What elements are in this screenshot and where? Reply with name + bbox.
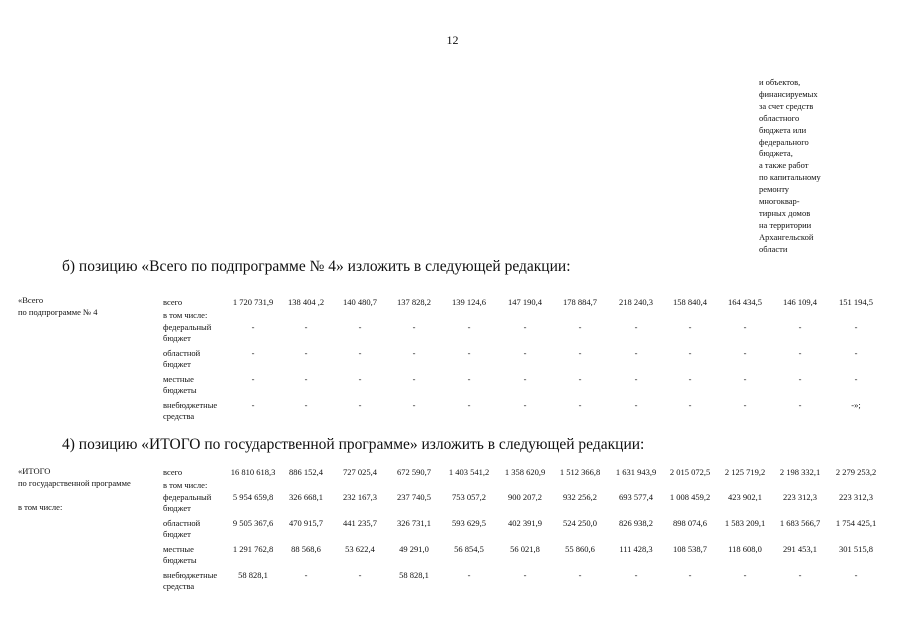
table-cell: - bbox=[304, 570, 308, 580]
table-cell: - bbox=[854, 374, 858, 384]
row-label: областной бюджет bbox=[163, 518, 201, 539]
note-line: ремонту bbox=[759, 184, 790, 195]
note-line: Архангельской bbox=[759, 231, 814, 242]
note-line: областного bbox=[759, 112, 800, 123]
table-cell: - bbox=[798, 400, 802, 410]
table-cell: 326 668,1 bbox=[289, 492, 323, 502]
table-cell: - bbox=[743, 570, 747, 580]
right-column-note bbox=[759, 77, 869, 256]
table-cell: - bbox=[854, 348, 858, 358]
table-cell: 886 152,4 bbox=[289, 467, 323, 477]
row-label: в том числе: bbox=[163, 310, 208, 320]
table-cell: 1 512 366,8 bbox=[559, 467, 601, 477]
table-cell: - bbox=[412, 322, 416, 332]
table-cell: - bbox=[688, 570, 692, 580]
table-cell: 139 124,6 bbox=[452, 297, 486, 307]
table-cell: - bbox=[688, 400, 692, 410]
table-cell: 753 057,2 bbox=[452, 492, 486, 502]
table-cell: - bbox=[467, 400, 471, 410]
table-cell: 223 312,3 bbox=[783, 492, 817, 502]
table-cell: - bbox=[578, 570, 582, 580]
table-cell: 9 505 367,6 bbox=[232, 518, 274, 528]
table-cell: - bbox=[251, 374, 255, 384]
table-cell: 524 250,0 bbox=[563, 518, 597, 528]
table-cell: 146 109,4 bbox=[783, 297, 817, 307]
table-cell: 1 754 425,1 bbox=[835, 518, 877, 528]
table-cell: 693 577,4 bbox=[619, 492, 653, 502]
table-cell: - bbox=[688, 322, 692, 332]
table-cell: - bbox=[304, 400, 308, 410]
table-cell: 826 938,2 bbox=[619, 518, 653, 528]
table-cell: - bbox=[304, 374, 308, 384]
table-cell: 108 538,7 bbox=[673, 544, 707, 554]
table-cell: 111 428,3 bbox=[619, 544, 653, 554]
table-cell: 402 391,9 bbox=[508, 518, 542, 528]
row-label: федеральный бюджет bbox=[163, 322, 212, 343]
page-number: 12 bbox=[446, 33, 459, 47]
table-cell: - bbox=[798, 348, 802, 358]
table-cell: - bbox=[854, 322, 858, 332]
table-cell: - bbox=[578, 322, 582, 332]
table-cell: - bbox=[634, 400, 638, 410]
table2-title-extra: в том числе: bbox=[18, 502, 63, 512]
table-cell: - bbox=[523, 400, 527, 410]
row-label: внебюджетные средства bbox=[163, 570, 218, 591]
table-cell: 1 720 731,9 bbox=[232, 297, 274, 307]
note-line: тирных домов bbox=[759, 207, 811, 218]
table-cell: 900 207,2 bbox=[508, 492, 542, 502]
table-cell: - bbox=[798, 322, 802, 332]
table-cell: 593 629,5 bbox=[452, 518, 486, 528]
table-cell: 441 235,7 bbox=[343, 518, 377, 528]
table-cell: - bbox=[743, 400, 747, 410]
table1-title-line: по подпрограмме № 4 bbox=[18, 306, 98, 317]
table-cell: - bbox=[523, 570, 527, 580]
table-cell: - bbox=[251, 348, 255, 358]
table-cell: - bbox=[412, 348, 416, 358]
table-cell: 164 434,5 bbox=[728, 297, 762, 307]
table-cell: - bbox=[523, 322, 527, 332]
table-cell: 1 631 943,9 bbox=[615, 467, 657, 477]
table-cell: 1 683 566,7 bbox=[779, 518, 821, 528]
table-cell: - bbox=[412, 374, 416, 384]
table-cell: 326 731,1 bbox=[397, 518, 431, 528]
table-cell: - bbox=[634, 322, 638, 332]
table-cell: 5 954 659,8 bbox=[232, 492, 274, 502]
table-cell: - bbox=[578, 348, 582, 358]
table-cell: 55 860,6 bbox=[565, 544, 595, 554]
table-cell: - bbox=[467, 570, 471, 580]
table-cell: 58 828,1 bbox=[399, 570, 429, 580]
table-cell: 932 256,2 bbox=[563, 492, 597, 502]
table-cell: 1 583 209,1 bbox=[724, 518, 766, 528]
table-cell: 672 590,7 bbox=[397, 467, 431, 477]
table-cell: - bbox=[467, 348, 471, 358]
note-line: а также работ bbox=[759, 160, 809, 171]
row-label: всего bbox=[163, 297, 183, 307]
table-cell: - bbox=[634, 570, 638, 580]
table-cell: - bbox=[358, 374, 362, 384]
note-line: за счет средств bbox=[759, 100, 814, 111]
table-cell: - bbox=[798, 570, 802, 580]
table-cell: 151 194,5 bbox=[839, 297, 873, 307]
table-cell: - bbox=[854, 570, 858, 580]
note-line: бюджета или bbox=[759, 124, 807, 135]
table-cell: - bbox=[743, 374, 747, 384]
table-cell: 1 291 762,8 bbox=[232, 544, 274, 554]
table-cell: 56 854,5 bbox=[454, 544, 484, 554]
row-label: областной бюджет bbox=[163, 348, 201, 369]
table-cell: 218 240,3 bbox=[619, 297, 653, 307]
table-cell: 140 480,7 bbox=[343, 297, 377, 307]
table-cell: - bbox=[688, 374, 692, 384]
row-label: местные бюджеты bbox=[163, 544, 197, 565]
table-cell: - bbox=[358, 322, 362, 332]
table-cell: - bbox=[523, 374, 527, 384]
table-cell: - bbox=[304, 322, 308, 332]
table-cell: - bbox=[578, 374, 582, 384]
table-cell: -»; bbox=[851, 400, 861, 410]
table-cell: 898 074,6 bbox=[673, 518, 707, 528]
table-cell: - bbox=[304, 348, 308, 358]
table2-title-line: «ИТОГО bbox=[18, 466, 51, 476]
table-cell: 223 312,3 bbox=[839, 492, 873, 502]
table-cell: 138 404 ,2 bbox=[287, 297, 325, 307]
note-line: по капитальному bbox=[759, 172, 821, 183]
table-cell: - bbox=[467, 322, 471, 332]
table-cell: 727 025,4 bbox=[343, 467, 377, 477]
table-cell: 58 828,1 bbox=[238, 570, 268, 580]
table-cell: 291 453,1 bbox=[783, 544, 817, 554]
table-cell: 158 840,4 bbox=[673, 297, 707, 307]
table1-title bbox=[18, 295, 163, 318]
table-cell: 2 125 719,2 bbox=[724, 467, 766, 477]
table-cell: 2 279 253,2 bbox=[835, 467, 877, 477]
table-cell: - bbox=[688, 348, 692, 358]
table-cell: 2 015 072,5 bbox=[669, 467, 711, 477]
table-cell: - bbox=[467, 374, 471, 384]
table-cell: 423 902,1 bbox=[728, 492, 762, 502]
row-label: всего bbox=[163, 467, 183, 477]
row-label: федеральный бюджет bbox=[163, 492, 212, 513]
table-cell: 1 008 459,2 bbox=[669, 492, 711, 502]
table2-title bbox=[18, 466, 163, 489]
table-cell: - bbox=[743, 348, 747, 358]
table-cell: 49 291,0 bbox=[399, 544, 429, 554]
table-cell: - bbox=[523, 348, 527, 358]
instruction-subprogram-4: б) позицию «Всего по подпрограмме № 4» изложить в следующей редакции: bbox=[62, 258, 571, 275]
note-line: и объектов, bbox=[759, 77, 801, 87]
table-cell: 2 198 332,1 bbox=[779, 467, 821, 477]
table-cell: - bbox=[412, 400, 416, 410]
instruction-state-program-total: 4) позицию «ИТОГО по государственной программе» изложить в следующей редакции: bbox=[62, 436, 645, 453]
table-cell: 118 608,0 bbox=[728, 544, 762, 554]
table-cell: 137 828,2 bbox=[397, 297, 431, 307]
row-label: в том числе: bbox=[163, 480, 208, 490]
note-line: финансируемых bbox=[759, 88, 818, 99]
table-cell: - bbox=[578, 400, 582, 410]
row-label: местные бюджеты bbox=[163, 374, 197, 395]
table-cell: 232 167,3 bbox=[343, 492, 377, 502]
table-cell: - bbox=[743, 322, 747, 332]
table-cell: 178 884,7 bbox=[563, 297, 597, 307]
table1-title-line: «Всего bbox=[18, 295, 44, 305]
table-cell: 16 810 618,3 bbox=[230, 467, 276, 477]
table-cell: - bbox=[634, 348, 638, 358]
note-line: на территории bbox=[759, 219, 812, 230]
table-cell: 56 021,8 bbox=[510, 544, 540, 554]
table-cell: 301 515,8 bbox=[839, 544, 873, 554]
table-cell: - bbox=[634, 374, 638, 384]
table-cell: - bbox=[251, 400, 255, 410]
table-cell: 237 740,5 bbox=[397, 492, 431, 502]
note-line: федерального bbox=[759, 136, 809, 147]
table-cell: 1 403 541,2 bbox=[448, 467, 490, 477]
note-line: бюджета, bbox=[759, 148, 793, 159]
table-cell: - bbox=[358, 400, 362, 410]
table-cell: - bbox=[251, 322, 255, 332]
table-cell: - bbox=[798, 374, 802, 384]
note-line: области bbox=[759, 243, 788, 254]
table-cell: - bbox=[358, 570, 362, 580]
table2-title-line: по государственной программе bbox=[18, 477, 131, 488]
table-cell: 470 915,7 bbox=[289, 518, 323, 528]
table-cell: - bbox=[358, 348, 362, 358]
row-label: внебюджетные средства bbox=[163, 400, 218, 421]
note-line: многоквар- bbox=[759, 196, 800, 207]
table-cell: 1 358 620,9 bbox=[504, 467, 546, 477]
table-cell: 88 568,6 bbox=[291, 544, 321, 554]
table-cell: 53 622,4 bbox=[345, 544, 375, 554]
table-cell: 147 190,4 bbox=[508, 297, 542, 307]
